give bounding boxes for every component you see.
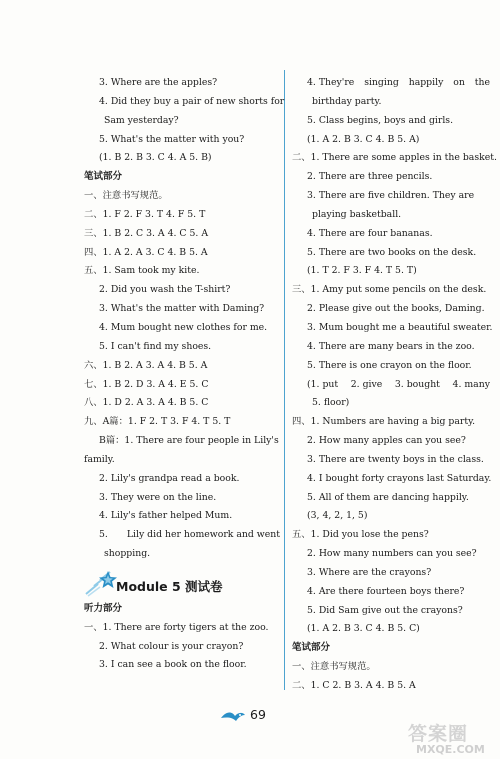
left-column-line: 七、1. B 2. D 3. A 4. E 5. C [84,378,209,390]
word: happily [408,77,444,88]
right-column-line: 3. There are twenty boys in the class. [307,453,484,465]
right-column-line: 5. There is one crayon on the floor. [307,359,472,371]
right-column-line: 2. There are three pencils. [307,171,433,183]
right-column-line: 5. floor) [312,397,350,409]
word: Lily did her homework and went [126,529,280,541]
right-column-line: 二、1. C 2. B 3. A 4. B 5. A [292,680,416,691]
right-column [292,74,497,696]
left-column-line: 4. Mum bought new clothes for me. [99,321,268,333]
module-5-test-title [84,568,280,600]
right-column-line: playing basketball. [312,208,402,220]
word: (1. put [307,378,339,390]
left-column-line: 5. What's the matter with you? [99,133,245,145]
left-column-line: 六、1. B 2. A 3. A 4. B 5. A [84,359,208,371]
module-title-text: Module 5 测试卷 [116,578,223,594]
right-column-line: (1. A 2. B 3. C 4. B 5. A) [307,133,420,145]
left-column-line: 九、A篇：1. F 2. T 3. F 4. T 5. T [84,416,231,428]
left-column-line: 一、注意书写规范。 [84,190,168,202]
right-column-line: 5. Class begins, boys and girls. [307,114,454,126]
left-column-line: 4. Lily's father helped Mum. [99,510,233,522]
left-column-line: 3. Where are the apples? [99,77,218,88]
right-column-line: 五、1. Did you lose the pens? [292,529,429,541]
right-column-line: (1. A 2. B 3. C 4. B 5. C) [307,623,420,635]
left-column-line: 八、1. D 2. A 3. A 4. B 5. C [84,397,209,409]
site-watermark [408,719,498,757]
word: 4. They're [307,77,355,88]
word: the [474,77,490,88]
page-number: 69 [250,707,266,722]
right-column-line: 5. Did Sam give out the crayons? [307,604,463,616]
bird-logo-icon [220,709,246,725]
left-column-line: 4. Did they buy a pair of new shorts for [99,95,285,107]
column-divider [284,70,285,690]
right-column-line: 3. Where are the crayons? [307,566,432,578]
right-column-line: (1. T 2. F 3. F 4. T 5. T) [307,265,417,277]
word: on [453,77,465,88]
word: singing [364,77,399,88]
left-column-line: B篇：1. There are four people in Lily's [99,435,279,447]
right-column-line: 4. There are four bananas. [307,227,433,239]
right-column-line: 2. Please give out the books, Daming. [307,303,485,315]
left-column-line: Sam yesterday? [104,114,179,126]
right-column-line [292,376,490,395]
left-column-line: 五、1. Sam took my kite. [84,265,200,277]
right-column-line: (3, 4, 2, 1, 5) [307,510,368,522]
right-column-line [292,74,490,93]
word: 5. [99,529,108,541]
left-column-line: 二、1. F 2. F 3. T 4. F 5. T [84,208,206,220]
word: 4. many [452,378,490,390]
left-column-line: 5. I can't find my shoes. [99,340,212,352]
left-column-line: 3. They were on the line. [99,491,217,503]
left-column-after-line: 2. What colour is your crayon? [99,640,244,652]
right-column-line: 2. How many apples can you see? [307,435,466,447]
right-column-line: 3. Mum bought me a beautiful sweater. [307,321,493,333]
right-answer-list [292,74,497,696]
left-column-line: shopping. [104,548,151,560]
word: 2. give [350,378,383,390]
left-column-line: 三、1. B 2. C 3. A 4. C 5. A [84,227,209,239]
right-column-line: birthday party. [312,95,382,107]
right-column-line: 4. There are many bears in the zoo. [307,340,475,352]
left-column-after-line: 听力部分 [84,602,123,614]
right-column-line: 4. I bought forty crayons last Saturday. [307,472,492,484]
shooting-star-icon [84,568,118,598]
right-column-line: 笔试部分 [292,642,331,654]
right-column-line: 二、1. There are some apples in the basket. [292,152,497,164]
word: 3. bought [394,378,440,390]
watermark-title: 答案圈 [408,723,469,745]
left-column-line: 2. Lily's grandpa read a book. [99,472,240,484]
left-answer-list [84,74,285,564]
left-column-line: 3. What's the matter with Daming? [99,303,265,315]
left-column-after-line: 3. I can see a book on the floor. [99,659,247,671]
right-column-line: 3. There are five children. They are [307,190,475,202]
right-column-line: 4. Are there fourteen boys there? [307,585,465,597]
left-column-line: family. [84,453,115,465]
left-column [84,74,285,675]
right-column-line: 三、1. Amy put some pencils on the desk. [292,284,487,296]
right-column-line: 四、1. Numbers are having a big party. [292,416,476,428]
right-column-line: 5. There are two books on the desk. [307,246,477,258]
left-column-line: 四、1. A 2. A 3. C 4. B 5. A [84,246,208,258]
left-column-line: 笔试部分 [84,171,123,183]
left-column-line: (1. B 2. B 3. C 4. A 5. B) [99,152,212,164]
left-column-line: 2. Did you wash the T-shirt? [99,284,231,296]
page-footer [220,705,300,725]
right-column-line: 一、注意书写规范。 [292,661,376,673]
left-column-after-line: 一、1. There are forty tigers at the zoo. [84,621,269,633]
left-column-line [84,526,280,545]
watermark-url: MXQE.COM [416,743,485,756]
left-answer-list-after [84,600,280,675]
right-column-line: 2. How many numbers can you see? [307,548,477,560]
right-column-line: 5. All of them are dancing happily. [307,491,469,503]
